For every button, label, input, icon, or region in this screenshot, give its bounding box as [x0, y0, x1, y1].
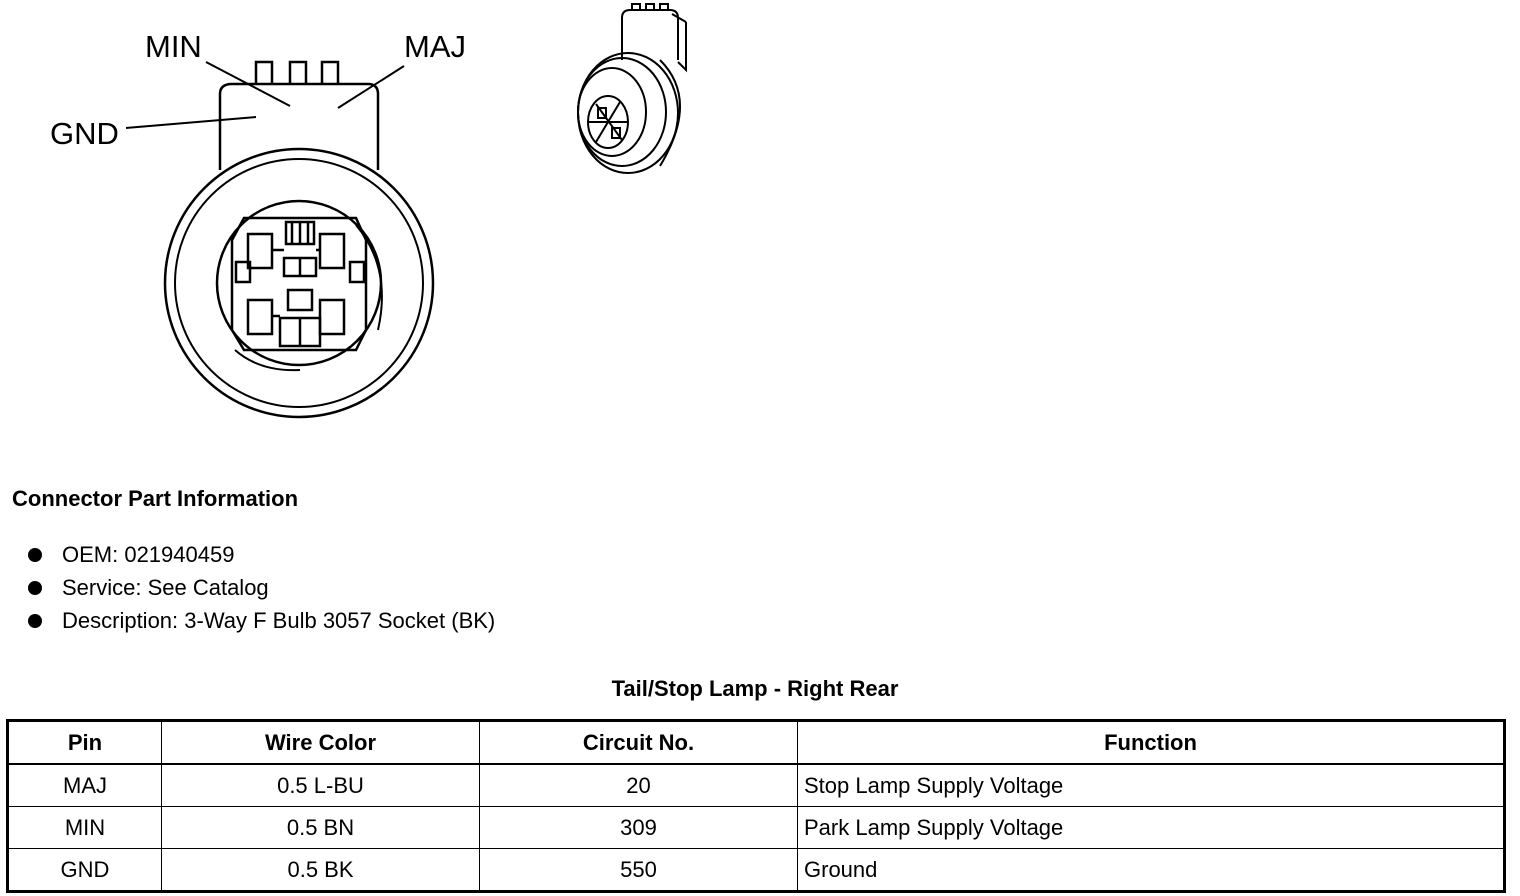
list-item [28, 538, 495, 571]
label-min: MIN [145, 29, 202, 64]
table-row [8, 807, 1505, 849]
service-text: Service: See Catalog [62, 575, 269, 600]
table-title: Tail/Stop Lamp - Right Rear [611, 676, 899, 701]
connector-face-view [165, 62, 433, 417]
header-wire-color: Wire Color [162, 721, 480, 765]
list-item [28, 604, 495, 637]
cell-circuit-no: 550 [480, 849, 798, 892]
table-header-row [8, 721, 1505, 765]
cell-wire-color: 0.5 BN [162, 807, 480, 849]
header-pin: Pin [8, 721, 162, 765]
cell-pin: MAJ [8, 764, 162, 807]
cell-pin: GND [8, 849, 162, 892]
label-maj: MAJ [404, 29, 466, 64]
oem-text: OEM: 021940459 [62, 542, 235, 567]
cell-wire-color: 0.5 BK [162, 849, 480, 892]
cell-function: Stop Lamp Supply Voltage [798, 764, 1505, 807]
list-item [28, 571, 495, 604]
cell-circuit-no: 20 [480, 764, 798, 807]
connector-info-list [28, 538, 495, 637]
header-function: Function [798, 721, 1505, 765]
header-circuit-no: Circuit No. [480, 721, 798, 765]
cell-wire-color: 0.5 L-BU [162, 764, 480, 807]
connector-info-heading: Connector Part Information [12, 486, 299, 511]
table-row [8, 764, 1505, 807]
cell-circuit-no: 309 [480, 807, 798, 849]
label-gnd: GND [50, 116, 119, 151]
cell-function: Park Lamp Supply Voltage [798, 807, 1505, 849]
bullet-icon [28, 614, 42, 628]
cell-pin: MIN [8, 807, 162, 849]
pin-table [6, 719, 1506, 893]
table-row [8, 849, 1505, 892]
cell-function: Ground [798, 849, 1505, 892]
leader-lines [126, 62, 404, 128]
bullet-icon [28, 581, 42, 595]
description-text: Description: 3-Way F Bulb 3057 Socket (BK) [62, 608, 496, 633]
bullet-icon [28, 548, 42, 562]
socket-isometric-view [578, 4, 686, 173]
